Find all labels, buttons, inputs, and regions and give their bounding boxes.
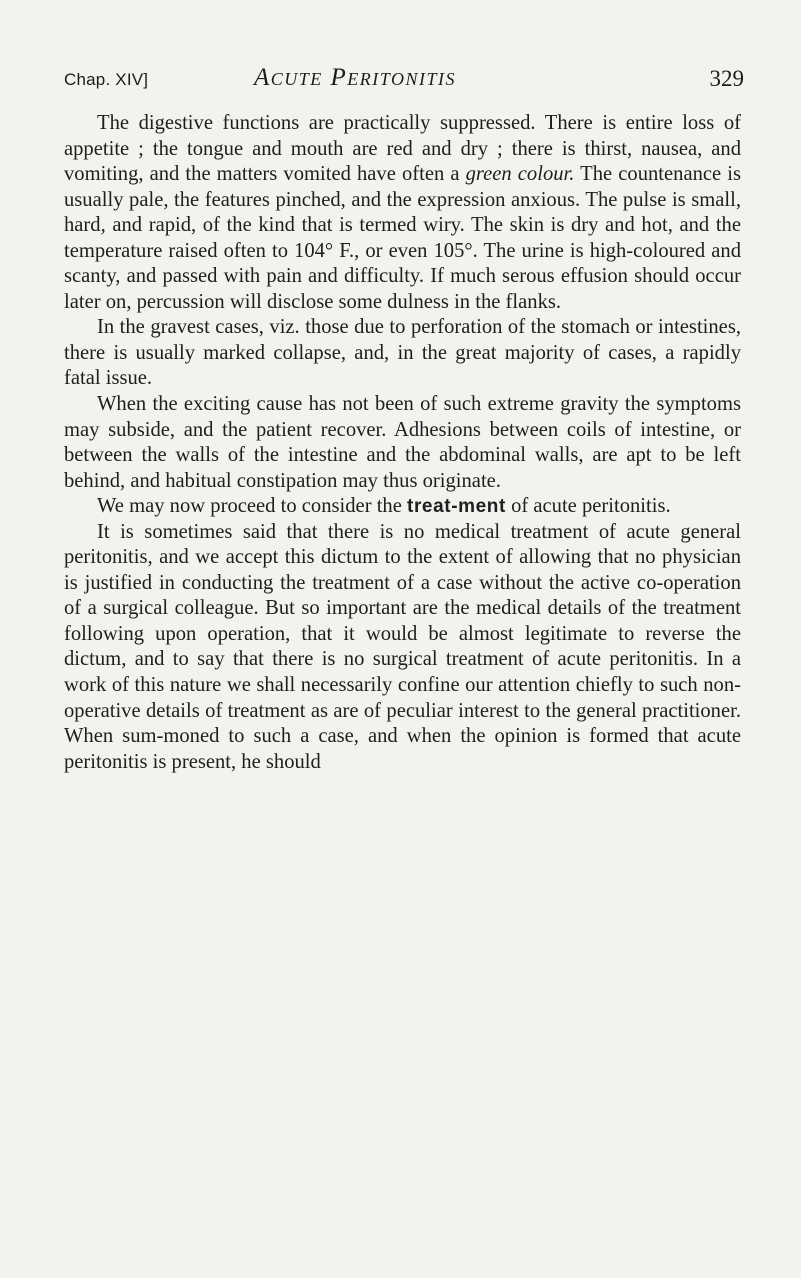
running-head (64, 66, 744, 106)
paragraph-text: The digestive functions are practically suppressed. There is entire loss of appetite ; the tongue and mouth are red and dry ; there is thirst, nausea, and vomiting, and the matters vomited have often a (64, 112, 741, 186)
paragraph-medical-treatment: It is sometimes said that there is no medical treatment of acute general peritonitis, and we accept this dictum to the extent of allowing that no physician is justified in conducting the treatment of a case without the active co-operation of a surgical colleague. But so important are the medical details of the treatment following upon operation, that it would be almost legitimate to reverse the dictum, and to say that there is no surgical treatment of acute peritonitis. In a work of this nature we shall necessarily confine our attention chiefly to such non-operative details of treatment as are of peculiar interest to the general practitioner. When sum-moned to such a case, and when the opinion is formed that acute peritonitis is present, he should (64, 520, 741, 773)
paragraph-text: of acute peritonitis. (505, 495, 671, 518)
body-text (64, 111, 741, 775)
paragraph-gravest-cases: In the gravest cases, viz. those due to perforation of the stomach or intestines, there is usually marked collapse, and, in the great majority of cases, a rapidly fatal issue. (64, 316, 741, 390)
paragraph-text: The countenance is usually pale, the features pinched, and the expression anxious. The pulse is small, hard, and rapid, of the kind that is termed wiry. The skin is dry and hot, and the temperature raised often to 104° F., or even 105°. The urine is high-coloured and scanty, and passed with pain and difficulty. If much serous effusion should occur later on, percussion will disclose some dulness in the flanks. (64, 163, 741, 313)
bold-term: treat-ment (407, 496, 506, 518)
italic-phrase: green colour. (465, 163, 575, 186)
paragraph-treatment-intro (64, 494, 741, 520)
running-title: Acute Peritonitis (254, 64, 456, 91)
page-number: 329 (709, 66, 744, 91)
paragraph-recovery: When the exciting cause has not been of such extreme gravity the symptoms may subside, and the patient recover. Adhesions between coils of intestine, or between the walls of the intestine and the abdominal walls, are apt to be left behind, and habitual constipation may thus originate. (64, 393, 741, 492)
chapter-label: Chap. XIV] (64, 70, 149, 89)
paragraph-symptoms (64, 111, 741, 315)
paragraph-text: We may now proceed to consider the (97, 495, 408, 518)
